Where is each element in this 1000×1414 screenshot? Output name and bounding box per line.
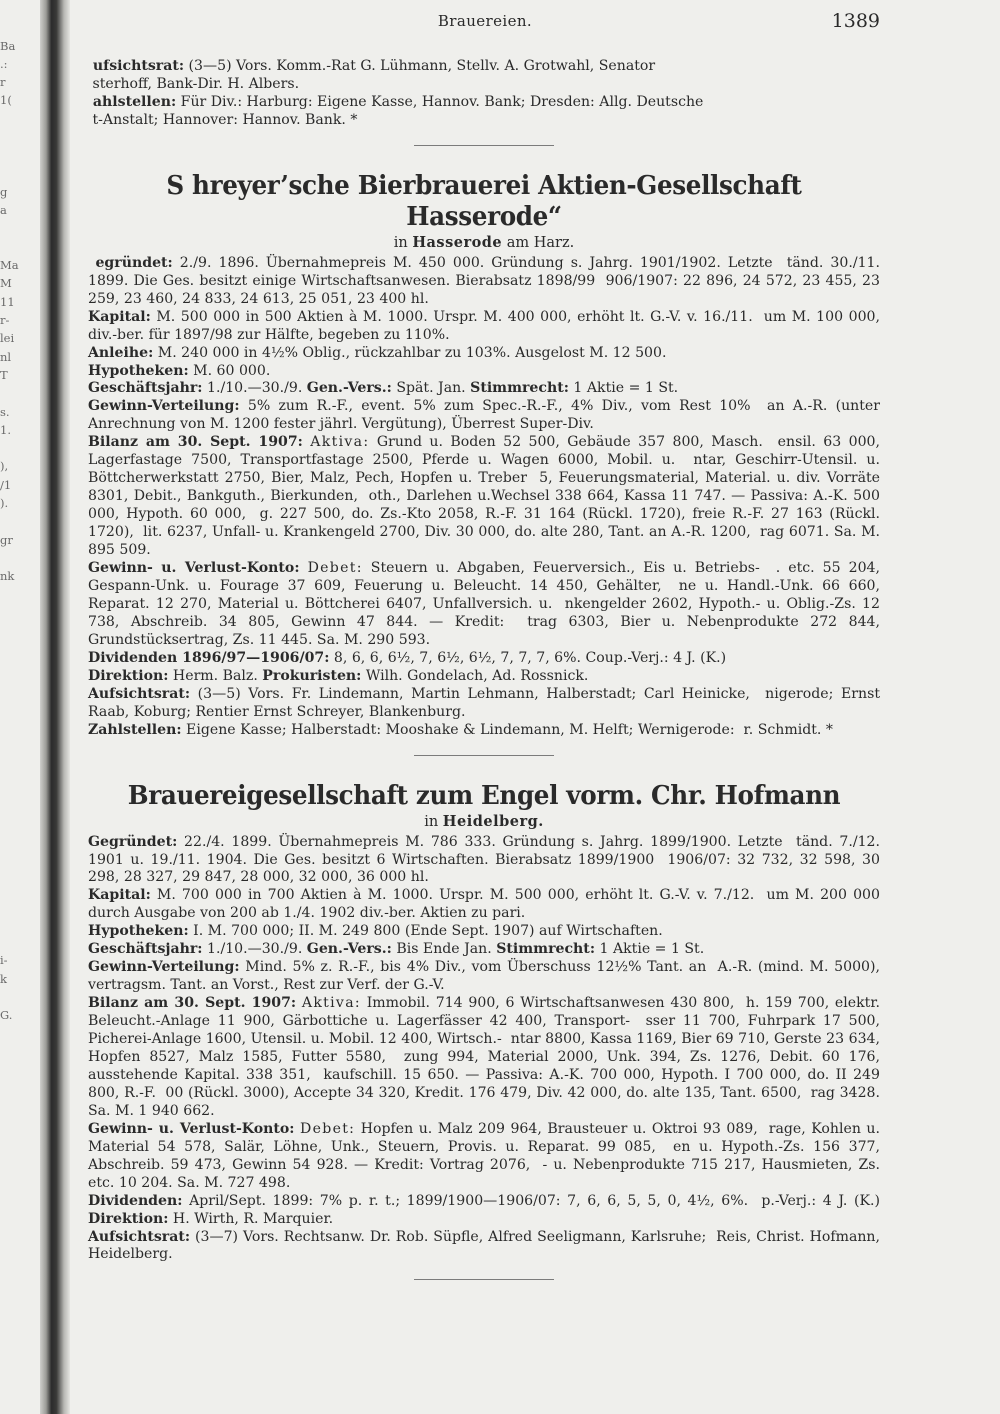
entry-paragraph: [88, 668, 880, 686]
margin-fragment: gr: [0, 532, 13, 547]
field-label: Dividenden:: [88, 1192, 183, 1209]
field-label: Gewinn-Verteilung:: [88, 959, 240, 976]
margin-fragment: k: [0, 971, 7, 986]
page-number: 1389: [831, 10, 880, 32]
field-label: Hypotheken:: [88, 923, 189, 940]
field-label: Stimmrecht:: [496, 941, 596, 958]
margin-fragment: .:: [0, 56, 8, 71]
field-label: Dividenden 1896/97—1906/07:: [88, 649, 330, 666]
entry-paragraph: [88, 398, 880, 434]
field-text: M. 240 000 in 4½% Oblig., rückzahlbar zu 103%. Ausgelost M. 12 500.: [153, 344, 667, 361]
entry-paragraph: [88, 345, 880, 363]
field-label: Hypotheken:: [88, 362, 189, 379]
field-label: Geschäftsjahr:: [88, 941, 203, 958]
company-location: [88, 234, 880, 252]
entry-paragraph: [88, 1193, 880, 1229]
entry-paragraph: [88, 363, 880, 381]
margin-fragment: i-: [0, 953, 8, 968]
entry-paragraph: [88, 941, 880, 959]
field-text: H. Wirth, R. Marquier.: [168, 1210, 334, 1227]
field-label: Aufsichtsrat:: [88, 685, 191, 702]
margin-fragment: 1.: [0, 422, 11, 437]
field-text: Wilh. Gondelach, Ad. Rossnick.: [361, 667, 589, 684]
entry-paragraph: [88, 887, 880, 923]
margin-fragment: g: [0, 184, 8, 199]
field-label: Zahlstellen:: [88, 721, 182, 738]
field-label: Prokuristen:: [262, 667, 362, 684]
entry-paragraph: [88, 923, 880, 941]
field-text: M. 500 000 in 500 Aktien à M. 1000. Urspr. M. 400 000, erhöht lt. G.-V. v. 16./11. um M. 100 000, div.-ber. für 1897/98 zur Hälfte, begeben zu 110%.: [88, 308, 880, 343]
entry-line: [88, 58, 880, 76]
field-text: Spät. Jan.: [391, 380, 466, 397]
entry-paragraph: [88, 1121, 880, 1193]
field-label: Kapital:: [88, 308, 151, 325]
field-label: Direktion:: [88, 667, 169, 684]
margin-fragment: a: [0, 203, 7, 218]
field-label: Gen.-Vers.:: [306, 941, 392, 958]
field-text: Herm. Balz.: [168, 667, 258, 684]
entry-line: [88, 76, 880, 94]
company-entry-engel: [88, 780, 880, 1265]
entry-paragraph: [88, 560, 880, 650]
field-text: Mind. 5% z. R.-F., bis 4% Div., vom Überschuss 12½% Tant. an A.-R. (mind. M. 5000), vertragsm. Tant. an Vorst., Rest zur Verf. der G.-V.: [88, 959, 880, 994]
margin-fragment: M: [0, 276, 12, 291]
margin-fragment: Ma: [0, 258, 19, 273]
margin-fragment: lei: [0, 331, 15, 346]
running-head: Brauereien.: [437, 12, 533, 30]
field-text: (3—5) Vors. Komm.-Rat G. Lühmann, Stellv. A. Grotwahl, Senator: [184, 58, 656, 74]
margin-fragment: T: [0, 367, 8, 382]
location-prefix: in: [424, 813, 439, 830]
field-text: 1 Aktie = 1 St.: [595, 941, 705, 958]
field-text: 1./10.—30./9.: [202, 380, 303, 397]
field-label: Bilanz am 30. Sept. 1907:: [88, 995, 297, 1012]
field-label: Gewinn- u. Verlust-Konto:: [88, 560, 300, 577]
field-label: egründet:: [88, 254, 173, 271]
field-text: Steuern u. Abgaben, Feuerversich., Eis u. Betriebs- . etc. 55 204, Gespann-Unk. u. Fourage 37 609, Feuerung u. Beleucht. 14 450, Gehälter, ne u. Handl.-Unk. 66 660, Reparat. 12 270, Material u. Böttcherei 6407, Unfallversich. u. nkengelder 2602, Hypoth.- u. Oblig.-Zs. 12 738, Abschreib. 34 805, Gewinn 47 844. — Kredit: trag 6303, Bier u. Nebenprodukte 272 844, Grundstücksertrag, Zs. 11 445. Sa. M. 290 593.: [88, 560, 881, 648]
field-label: Aufsichtsrat:: [88, 1228, 191, 1245]
field-label: Gewinn-Verteilung:: [88, 398, 240, 415]
separator-rule: [414, 755, 554, 756]
margin-fragment: nl: [0, 349, 12, 364]
field-text: sterhoff, Bank-Dir. H. Albers.: [88, 75, 300, 92]
field-text: Eigene Kasse; Halberstadt: Mooshake & Lindemann, M. Helft; Wernigerode: r. Schmidt. *: [181, 721, 833, 738]
entry-paragraph: [88, 255, 880, 309]
field-label: Stimmrecht:: [470, 380, 569, 397]
margin-fragment: r: [0, 75, 6, 90]
field-text: Immobil. 714 900, 6 Wirtschaftsanwesen 430 800, h. 159 700, elektr. Beleucht.-Anlage 11 900, Gärbottiche u. Lagerfässer 42 400, Transport- sser 11 700, Fuhrpark 17 500, Picherei-Anlage 1600, Utensil. u. Mobil. 12 400, Wirtsch.- ntar 8800, Kassa 1169, Bier 69 710, Gerste 23 634, Hopfen 8527, Malz 1585, Futter 5580, zung 994, Material 2000, Unk. 394, Zs. 1276, Debit. 60 176, ausstehende Kapital. 338 351, kaufschill. 15 650. — Passiva: A.-K. 700 000, Hypoth. I 700 000, do. II 249 800, R.-F. 00 (Rückl. 3000), Accepte 34 320, Kredit. 176 479, Div. 42 000, do. alte 135, Tant. 6500, rag 3428. Sa. M. 1 940 662.: [88, 995, 880, 1119]
field-label: ufsichtsrat:: [88, 58, 185, 74]
location-suffix: am Harz.: [506, 234, 575, 251]
field-text: Grund u. Boden 52 500, Gebäude 357 800, Masch. ensil. 63 000, Lagerfastage 7500, Transportfastage 2500, Pferde u. Wagen 6000, Mobil. u. ntar, Geschirr-Utensil. u. Böttcherwerkstatt 2750, Bier, Malz, Pech, Hopfen u. Treber 5, Feuerungsmaterial, Material. u. div. Vorräte 8301, Debit., Bankguth., Bierkunden, oth., Darlehen u.Wechsel 338 664, Kassa 11 747. — Passiva: A.-K. 500 000, Hypoth. 60 000, g. 227 500, do. Zs.-Kto 2058, R.-F. 31 164 (Rückl. 1720), freie R.-F. 27 163 (Rückl. 1720), lit. 6237, Unfall- u. Krankengeld 2700, Div. 30 000, do. alte 280, Tant. an A.-R. 1200, rag 6071. Sa. M. 895 509.: [88, 434, 880, 559]
separator-rule: [414, 1279, 554, 1280]
margin-fragment: s.: [0, 404, 10, 419]
entry-paragraph: [88, 650, 880, 668]
entry-paragraph: [88, 309, 880, 345]
field-label: ahlstellen:: [88, 93, 177, 110]
entry-paragraph: [88, 380, 880, 398]
entry-paragraph: [88, 434, 880, 560]
field-label: Gen.-Vers.:: [306, 380, 392, 397]
field-sublabel: Debet:: [307, 560, 363, 577]
field-text: Für Div.: Harburg: Eigene Kasse, Hannov. Bank; Dresden: Allg. Deutsche: [176, 93, 704, 110]
company-name: Brauereigesellschaft zum Engel vorm. Chr. Hofmann: [127, 779, 841, 811]
location-prefix: in: [393, 234, 408, 251]
entry-paragraph: [88, 995, 880, 1121]
field-text: t-Anstalt; Hannover: Hannov. Bank. *: [88, 111, 358, 128]
margin-fragment: 1(: [0, 93, 12, 108]
field-text: M. 60 000.: [188, 362, 271, 379]
field-label: Bilanz am 30. Sept. 1907:: [88, 434, 303, 451]
field-text: Hopfen u. Malz 209 964, Brausteuer u. Oktroi 93 089, rage, Kohlen u. Material 54 578, Salär, Löhne, Unk., Steuern, Provis. u. Reparat. 99 085, en u. Hypoth.-Zs. 156 377, Abschreib. 59 473, Gewinn 54 928. — Kredit: Vortrag 2076, - u. Nebenprodukte 715 217, Hausmieten, Zs. etc. 10 204. Sa. M. 727 498.: [88, 1120, 880, 1191]
entry-paragraph: [88, 1229, 880, 1265]
entry-line: [88, 112, 880, 130]
margin-fragment: nk: [0, 569, 15, 584]
separator-rule: [414, 145, 554, 146]
entry-paragraph: [88, 722, 880, 740]
binding-gutter: [40, 0, 70, 1414]
field-text: 1./10.—30./9.: [202, 941, 303, 958]
company-name: S hreyer’sche Bierbrauerei Aktien-Gesellschaft Hasserode“: [166, 169, 802, 232]
field-sublabel: Debet:: [300, 1120, 356, 1137]
entry-paragraph: [88, 834, 880, 888]
page-header: [90, 10, 880, 36]
field-label: Geschäftsjahr:: [88, 380, 203, 397]
entry-paragraph: [88, 686, 880, 722]
margin-fragment: r-: [0, 313, 10, 328]
location-city: Hasserode: [412, 233, 503, 251]
field-text: 1 Aktie = 1 St.: [568, 380, 679, 397]
entry-line: [88, 94, 880, 112]
field-text: (3—5) Vors. Fr. Lindemann, Martin Lehmann, Halberstadt; Carl Heinicke, nigerode; Ernst Raab, Koburg; Rentier Ernst Schreyer, Blankenburg.: [88, 685, 880, 720]
field-label: Gewinn- u. Verlust-Konto:: [88, 1120, 295, 1137]
margin-fragment: Ba: [0, 38, 16, 53]
field-text: 8, 6, 6, 6½, 7, 6½, 6½, 7, 7, 7, 6%. Coup.-Verj.: 4 J. (K.): [329, 649, 727, 666]
field-text: 2./9. 1896. Übernahmepreis M. 450 000. Gründung s. Jahrg. 1901/1902. Letzte tänd. 30./11. 1899. Die Ges. besitzt einige Wirtschaftsanwesen. Bierabsatz 1898/99 906/1907: 22 896, 24 572, 23 455, 23 259, 23 460, 24 833, 24 613, 25 051, 23 400 hl.: [88, 254, 880, 307]
field-label: Direktion:: [88, 1210, 169, 1227]
margin-fragment: ),: [0, 459, 9, 474]
field-text: 5% zum R.-F., event. 5% zum Spec.-R.-F., 4% Div., vom Rest 10% an A.-R. (unter Anrechnung von M. 1200 fester jährl. Vergütung), Überrest Super-Div.: [88, 398, 880, 433]
field-text: Bis Ende Jan.: [391, 941, 492, 958]
field-text: (3—7) Vors. Rechtsanw. Dr. Rob. Süpfle, Alfred Seeligmann, Karlsruhe; Reis, Christ. Hofmann, Heidelberg.: [88, 1228, 880, 1263]
company-location: [88, 813, 880, 831]
entry-paragraph: [88, 959, 880, 995]
field-label: Kapital:: [88, 887, 151, 904]
company-entry-hasserode: [88, 170, 880, 740]
field-label: Anleihe:: [88, 344, 154, 361]
text-column: [88, 58, 880, 1304]
field-sublabel: Aktiva:: [310, 434, 370, 451]
margin-fragment: 11: [0, 294, 15, 309]
location-city: Heidelberg.: [442, 812, 544, 830]
margin-fragment: G.: [0, 1008, 13, 1023]
field-text: April/Sept. 1899: 7% p. r. t.; 1899/1900—1906/07: 7, 6, 6, 5, 5, 0, 4½, 6%. p.-Verj.: 4 J. (K.): [182, 1192, 880, 1209]
field-text: 22./4. 1899. Übernahmepreis M. 786 333. Gründung s. Jahrg. 1899/1900. Letzte tänd. 7./12. 1901 u. 19./11. 1904. Die Ges. besitzt 6 Wirtschaften. Bierabsatz 1899/1900 1906/07: 32 732, 32 598, 30 298, 28 327, 29 847, 28 000, 32 000, 36 000 hl.: [88, 833, 880, 886]
field-label: Gegründet:: [88, 833, 178, 850]
margin-fragment: ).: [0, 496, 9, 511]
field-text: I. M. 700 000; II. M. 249 800 (Ende Sept. 1907) auf Wirtschaften.: [188, 923, 663, 940]
field-text: M. 700 000 in 700 Aktien à M. 1000. Urspr. M. 500 000, erhöht lt. G.-V. v. 7./12. um M. 200 000 durch Ausgabe von 200 ab 1./4. 1902 div.-ber. Aktien zu pari.: [88, 887, 880, 922]
continued-entry: [88, 58, 880, 130]
margin-fragment: /1: [0, 477, 12, 492]
field-sublabel: Aktiva:: [301, 995, 361, 1012]
